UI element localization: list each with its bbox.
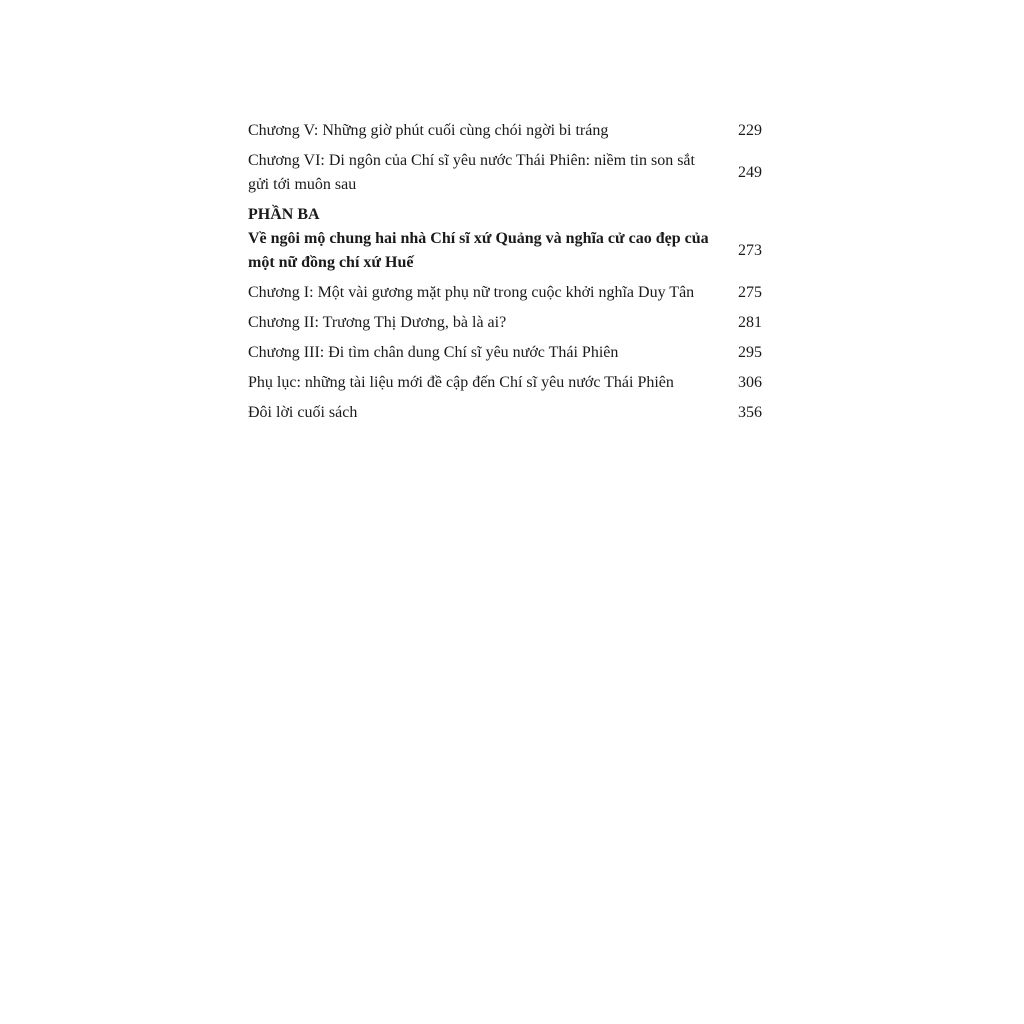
toc-part-entry: [248, 227, 764, 275]
toc-entry: [248, 341, 764, 365]
toc-entry-title: Đôi lời cuối sách: [248, 404, 358, 421]
toc-entry-page: 229: [738, 122, 762, 139]
toc-entry-page: 275: [738, 284, 762, 301]
toc-entry-title: Chương V: Những giờ phút cuối cùng chói ngời bi tráng: [248, 122, 609, 139]
toc-entry: [248, 401, 764, 425]
toc-entry-title: Phụ lục: những tài liệu mới đề cập đến Chí sĩ yêu nước Thái Phiên: [248, 374, 674, 391]
toc-entry-page: 295: [738, 344, 762, 361]
toc-entry-page: 306: [738, 374, 762, 391]
toc-entry-page: 249: [738, 164, 762, 181]
toc-entry-title: Chương III: Đi tìm chân dung Chí sĩ yêu nước Thái Phiên: [248, 344, 619, 361]
toc-entry: [248, 311, 764, 335]
part-page: 273: [738, 242, 762, 259]
toc-entry: [248, 281, 764, 305]
toc-entry: [248, 371, 764, 395]
toc-entry: [248, 119, 764, 143]
part-title: Về ngôi mộ chung hai nhà Chí sĩ xứ Quảng và nghĩa cử cao đẹp của một nữ đồng chí xứ Huế: [248, 230, 709, 271]
toc-entry: [248, 149, 764, 197]
toc-entry-page: 356: [738, 404, 762, 421]
toc-entry-title: Chương II: Trương Thị Dương, bà là ai?: [248, 314, 507, 331]
table-of-contents: [248, 119, 764, 431]
toc-part-section: [248, 203, 764, 275]
toc-entry-title: Chương I: Một vài gương mặt phụ nữ trong cuộc khởi nghĩa Duy Tân: [248, 284, 695, 301]
part-label: PHẦN BA: [248, 206, 320, 223]
toc-entry-title: Chương VI: Di ngôn của Chí sĩ yêu nước Thái Phiên: niềm tin son sắt gửi tới muôn sau: [248, 152, 695, 193]
toc-entry-page: 281: [738, 314, 762, 331]
